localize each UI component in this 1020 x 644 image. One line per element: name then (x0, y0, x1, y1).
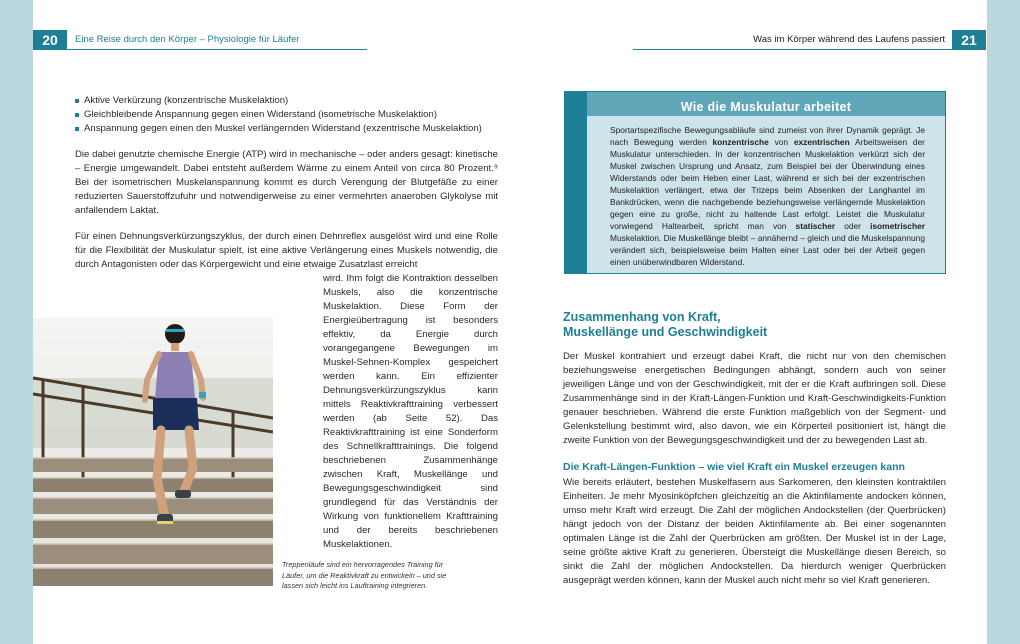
runner-illustration (33, 318, 273, 586)
info-box-stripe (565, 92, 587, 273)
paragraph-stretch-cycle: Für einen Dehnungsverkürzungszyklus, der durch einen Dehnreflex ausgelöst wird und eine Rolle für die Flexibilität der Muskulatur spielt, ist eine aktive Verlängerung eines Muskels notwendig, die durch Antagonisten oder das Körpergewicht und eine etwaige Zusatzlast erreicht (75, 231, 498, 270)
page-number-right (952, 30, 986, 50)
info-box-text (610, 124, 925, 268)
running-head-left: Eine Reise durch den Körper – Physiologie für Läufer (75, 34, 300, 45)
page-number-right-text: 21 (961, 32, 977, 48)
muscle-action-list (75, 94, 498, 136)
info-box-title: Wie die Muskulatur arbeitet (680, 100, 852, 114)
box-term-eccentric: exzentrischen (793, 137, 850, 147)
section-heading-line-2: Muskellänge und Geschwindigkeit (563, 325, 768, 339)
box-text-part: Sportartspezifische Bewegungsabläufe sind zumeist von ihrer Dynamik geprägt. Je nach Bewegung werden (610, 125, 925, 147)
paragraph-stretch-cycle-continued: wird. Ihm folgt die Kontraktion desselben Muskels, also die konzentrische Muskelaktion. Diese Form der Energieübertragung ist besonders effektiv, da Energie durch vorangegangene Bewegungen im Muskel-Sehnen-Komplex gespeichert werden kann. Ein effizienter Dehnungsverkürzungszyklus kann mittels Reaktivkrafttraining verbessert werden (ab Seite 52). Das Reaktivkrafttraining ist eine Sonderform des Schnellkrafttrainings. Die folgend beschriebenen Zusammenhänge zwischen Kraft, Muskellänge und Bewegungsgeschwindigkeit sind grundlegend für das Verständnis der Wirkung von funktionellem Krafttraining und der bereits beschriebenen Muskelaktionen. (323, 273, 498, 550)
section-heading (563, 310, 946, 340)
right-column (563, 310, 946, 600)
box-text-part: von (768, 137, 794, 147)
paragraph-energy: Die dabei genutzte chemische Energie (ATP) wird in mechanische – oder anders gesagt: kinetische – Energie umgewandelt. Dabei entsteht außerdem Wärme zu einem Anteil von circa 80 Prozent.⁹ Bei der isometrischen Muskelanspannung kommt es durch Verengung der Blutgefäße zu einer reduzierten Sauerstoffzufuhr und notwendigerweise zu einer vermehrten anaeroben Glykolyse mit anfallendem Laktat. (75, 149, 498, 216)
paragraph-force-length: Wie bereits erläutert, bestehen Muskelfasern aus Sarkomeren, den kleinsten kontraktilen Einheiten. Je mehr Myosinköpfchen gleichzeitig an die Aktinfilamente andocken können, umso mehr Kraft wird erzeugt. Die Zahl der möglichen Andockstellen (der Querbrücken) hängt jedoch von der Distanz der beiden Aktinfilamente ab. Bei einer sogenannten optimalen Länge ist die Zahl der Querbrücken am größten. Der Muskel ist in der Lage, seine größte aktive Kraft zu generieren. Übersteigt die Muskellänge diesen Bereich, so sinkt die Zahl der möglichen Andockstellen. Da hierdurch weniger Querbrücken ausgeprägt werden können, kann der Muskel auch nicht mehr so viel Kraft generieren. (563, 477, 946, 586)
list-item: Aktive Verkürzung (konzentrische Muskelaktion) (75, 94, 498, 108)
photo-caption: Treppenläufe sind ein hervorragendes Training für Läufer, um die Reaktivkraft zu entwickeln – und sie lassen sich leicht ins Lauftraining integrieren. (282, 560, 447, 590)
paragraph-force-relations: Der Muskel kontrahiert und erzeugt dabei Kraft, die nicht nur von den chemischen beziehungsweise energetischen Bedingungen abhängt, sondern auch von seiner jeweiligen Länge und von der Geschwindigkeit, mit der er die Kraft aufbringen soll. Diese Zusammenhänge sind in der Kraft-Längen-Funktion und Kraft-Geschwindigkeits-Funktion genauer beschrieben. Während die erste Funktion maßgeblich von der Segment- und Gelenkstellung bestimmt wird, also davon, wie ein Körperteil positioniert ist, hängt die zweite Funktion von der Bewegungsgeschwindigkeit und der zu bewegenden Last ab. (563, 351, 946, 446)
page-number-left-text: 20 (42, 32, 58, 48)
running-head-right: Was im Körper während des Laufens passiert (753, 34, 945, 45)
subsection-heading: Die Kraft-Längen-Funktion – wie viel Kraft ein Muskel erzeugen kann (563, 461, 905, 473)
box-term-static: statischer (795, 221, 836, 231)
box-text-part: Arbeitsweisen der Muskulatur unterschieden. In der konzentrischen Muskelaktion verkürzt sich der Muskel zwischen Ursprung und Ansatz, zum Beispiel bei der Überwindung eines Widerstands oder beim Heben einer Last, während er sich bei der exzentrischen Muskelaktion verlängert, etwa der Trizeps beim Absenken der Langhantel im Bankdrücken, wenn die nachgebende beziehungsweise verlängernde Muskelaktion gegen eine zu große, nicht zu haltende Last erfolgt. Leistet die Muskulatur vorwiegend Haltearbeit, spricht man von (610, 137, 925, 231)
box-term-isometric: isometrischer (870, 221, 925, 231)
info-box (564, 91, 946, 274)
box-text-part: Muskelaktion. Die Muskellänge bleibt – annähernd – gleich und die Muskelspannung verändert sich, beispielsweise beim Halten einer Last oder bei der Arbeit gegen einen unüberwindbaren Widerstand. (610, 233, 925, 267)
list-item: Anspannung gegen einen den Muskel verlängernden Widerstand (exzentrische Muskelaktion) (75, 122, 498, 136)
box-text-part: oder (835, 221, 871, 231)
page-number-left (33, 30, 67, 50)
section-heading-line-1: Zusammenhang von Kraft, (563, 310, 721, 324)
box-term-concentric: konzentrische (712, 137, 769, 147)
header-rule-left (67, 49, 367, 50)
book-spread (33, 0, 987, 644)
stair-runner-photo (33, 318, 273, 586)
header-rule-right (633, 49, 952, 50)
list-item: Gleichbleibende Anspannung gegen einen Widerstand (isometrische Muskelaktion) (75, 108, 498, 122)
